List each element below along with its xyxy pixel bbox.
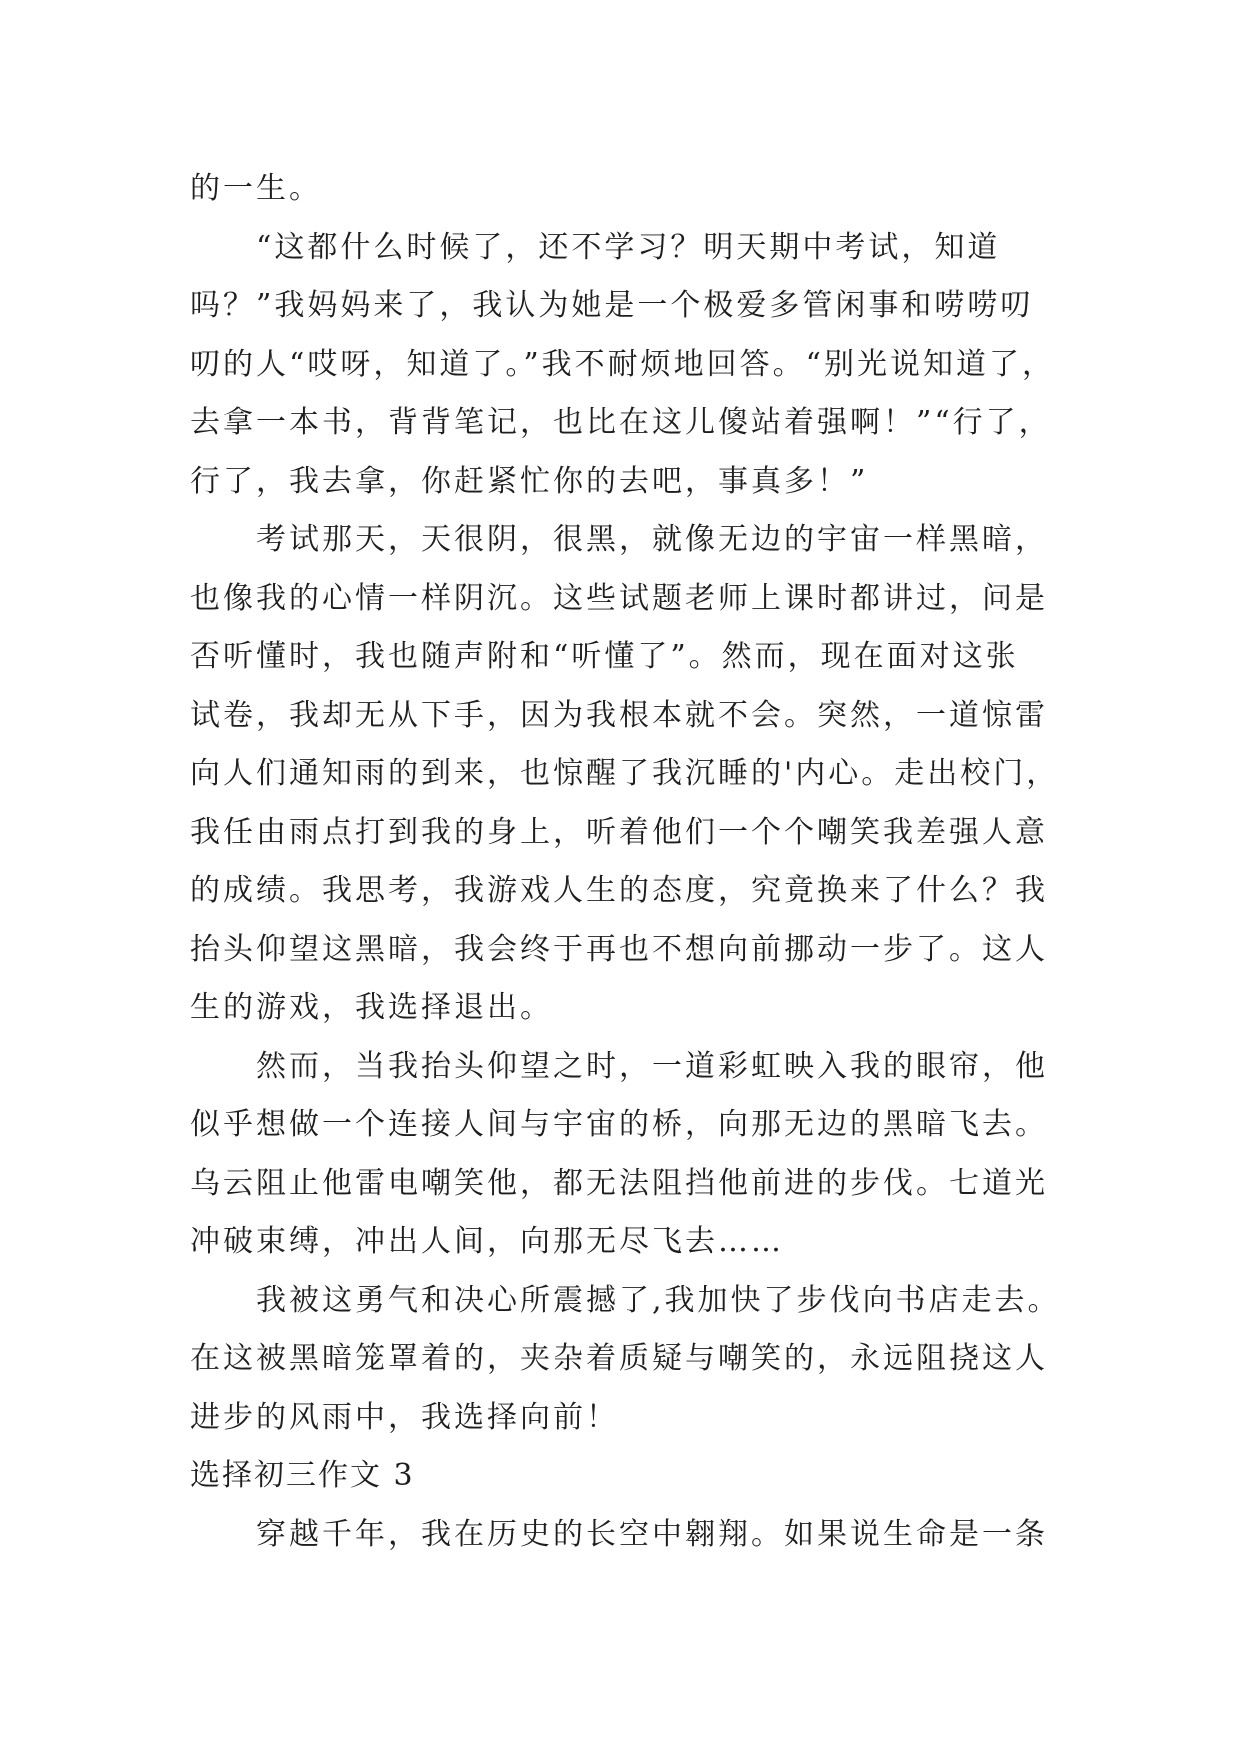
paragraph-line: 的一生。 <box>190 171 322 206</box>
paragraph-line: 考试那天，天很阴，很黑，就像无边的宇宙一样黑暗， <box>256 522 1048 557</box>
paragraph-line: 抬头仰望这黑暗，我会终于再也不想向前挪动一步了。这人 <box>190 931 1048 967</box>
paragraph-line: 似乎想做一个连接人间与宇宙的桥，向那无边的黑暗飞去。 <box>190 1107 1048 1142</box>
paragraph-line: 否听懂时，我也随声附和“听懂了”。然而，现在面对这张 <box>190 639 1019 674</box>
paragraph-line: 的成绩。我思考，我游戏人生的态度，究竟换来了什么？我 <box>190 873 1048 908</box>
paragraph-line: 叨的人“哎呀，知道了。”我不耐烦地回答。“别光说知道了， <box>190 346 1056 382</box>
paragraph-line: 去拿一本书，背背笔记，也比在这儿傻站着强啊！”“行了， <box>190 405 1052 440</box>
paragraph-line: 在这被黑暗笼罩着的，夹杂着质疑与嘲笑的，永远阻挠这人 <box>190 1341 1048 1376</box>
section-heading: 选择初三作文 3 <box>190 1458 415 1493</box>
paragraph-line: 试卷，我却无从下手，因为我根本就不会。突然，一道惊雷 <box>190 697 1048 733</box>
paragraph-line: 冲破束缚，冲出人间，向那无尽飞去…… <box>190 1224 784 1259</box>
paragraph-line: 吗？”我妈妈来了，我认为她是一个极爱多管闲事和唠唠叨 <box>190 288 1034 323</box>
paragraph-line: 然而，当我抬头仰望之时，一道彩虹映入我的眼帘，他 <box>256 1048 1048 1084</box>
paragraph-line: 进步的风雨中，我选择向前！ <box>190 1399 619 1435</box>
paragraph-line: 也像我的心情一样阴沉。这些试题老师上课时都讲过，问是 <box>190 580 1048 616</box>
paragraph-line: 我任由雨点打到我的身上，听着他们一个个嘲笑我差强人意 <box>190 814 1048 850</box>
paragraph-line: 生的游戏，我选择退出。 <box>190 990 553 1025</box>
paragraph-line: 我被这勇气和决心所震撼了,我加快了步伐向书店走去。 <box>256 1282 1061 1318</box>
paragraph-line: 乌云阻止他雷电嘲笑他，都无法阻挡他前进的步伐。七道光 <box>190 1165 1048 1201</box>
paragraph-line: 穿越千年，我在历史的长空中翱翔。如果说生命是一条 <box>256 1516 1048 1552</box>
paragraph-line: 向人们通知雨的到来，也惊醒了我沉睡的'内心。走出校门， <box>190 756 1060 791</box>
document-body <box>190 160 1070 1564</box>
paragraph-line: 行了，我去拿，你赶紧忙你的去吧，事真多！” <box>190 463 869 499</box>
paragraph-line: “这都什么时候了，还不学习？明天期中考试，知道 <box>256 229 1001 265</box>
